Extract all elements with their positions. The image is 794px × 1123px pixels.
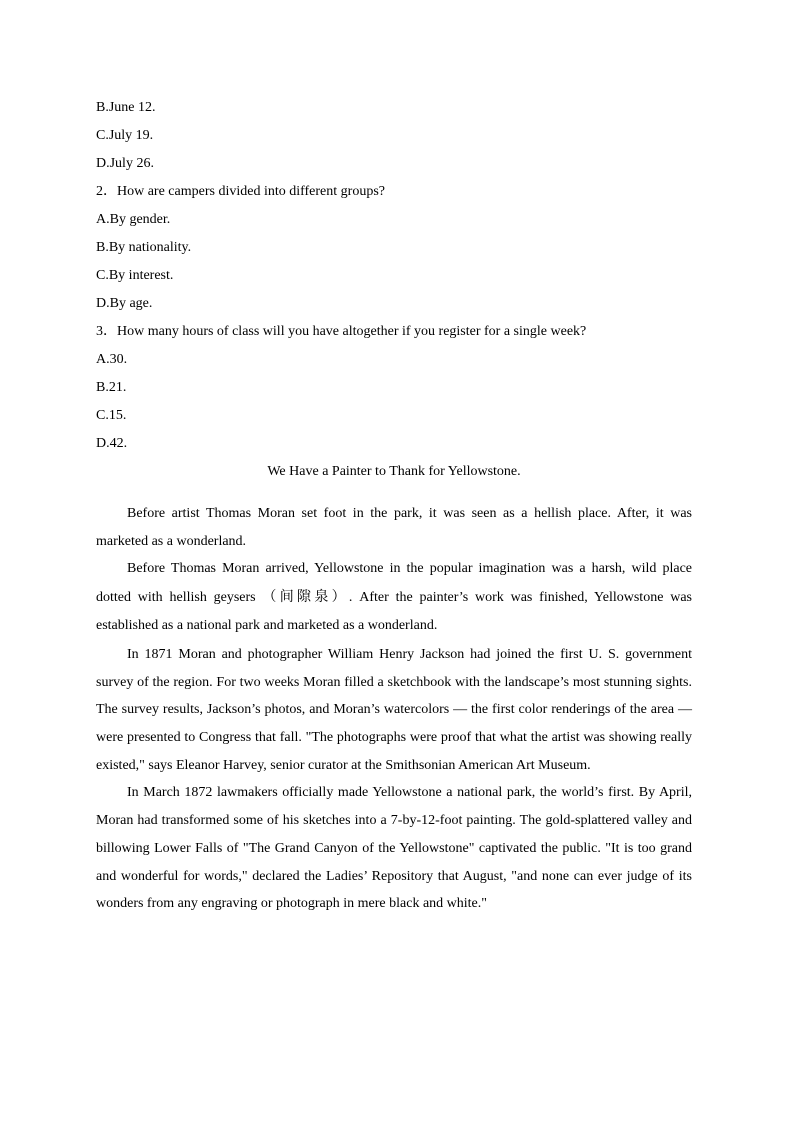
article-paragraph-3: [96, 641, 692, 780]
article-paragraph-4: [96, 779, 692, 918]
q1-option-c: C.July 19.: [96, 128, 154, 143]
article-paragraph-1-text: Before artist Thomas Moran set foot in the park, it was seen as a hellish place. After, it was marketed as a wonderland.: [96, 506, 692, 549]
q1-option-b: B.June 12.: [96, 100, 156, 115]
q2-option-a: A.By gender.: [96, 212, 171, 227]
q1-option-d: D.July 26.: [96, 156, 154, 171]
q2-option-b: B.By nationality.: [96, 240, 192, 255]
article-paragraph-2-text: Before Thomas Moran arrived, Yellowstone in the popular imagination was a harsh, wild place dotted with hellish geysers （间隙泉）. After the painter’s work was finished, Yellowstone was established as a national park and marketed as a wonderland.: [96, 561, 692, 634]
q2-stem: 2．How are campers divided into different groups?: [96, 184, 385, 199]
article-paragraph-1: [96, 500, 692, 555]
q3-option-d: D.42.: [96, 436, 128, 451]
q3-option-b: B.21.: [96, 380, 127, 395]
page-content: [96, 94, 692, 918]
article-title: We Have a Painter to Thank for Yellowstone.: [267, 464, 521, 479]
article-paragraph-4-text: In March 1872 lawmakers officially made Yellowstone a national park, the world’s first. By April, Moran had transformed some of his sketches into a 7-by-12-foot painting. The gold-splattered valley and billowing Lower Falls of "The Grand Canyon of the Yellowstone" captivated the public. "It is too grand and wonderful for words," declared the Ladies’ Repository that August, "and none can ever judge of its wonders from any engraving or photograph in mere black and white.": [96, 785, 692, 912]
q3-option-c: C.15.: [96, 408, 127, 423]
q2-option-c: C.By interest.: [96, 268, 174, 283]
q3-stem: 3．How many hours of class will you have altogether if you register for a single week?: [96, 324, 587, 339]
article-paragraph-3-text: In 1871 Moran and photographer William Henry Jackson had joined the first U. S. government survey of the region. For two weeks Moran filled a sketchbook with the landscape’s most stunning sights. The survey results, Jackson’s photos, and Moran’s watercolors — the first color renderings of the area — were presented to Congress that fall. "The photographs were proof that what the artist was showing really existed," says Eleanor Harvey, senior curator at the Smithsonian American Art Museum.: [96, 646, 692, 773]
q3-option-a: A.30.: [96, 352, 128, 367]
q2-option-d: D.By age.: [96, 296, 153, 311]
article-paragraph-2: [96, 555, 692, 641]
